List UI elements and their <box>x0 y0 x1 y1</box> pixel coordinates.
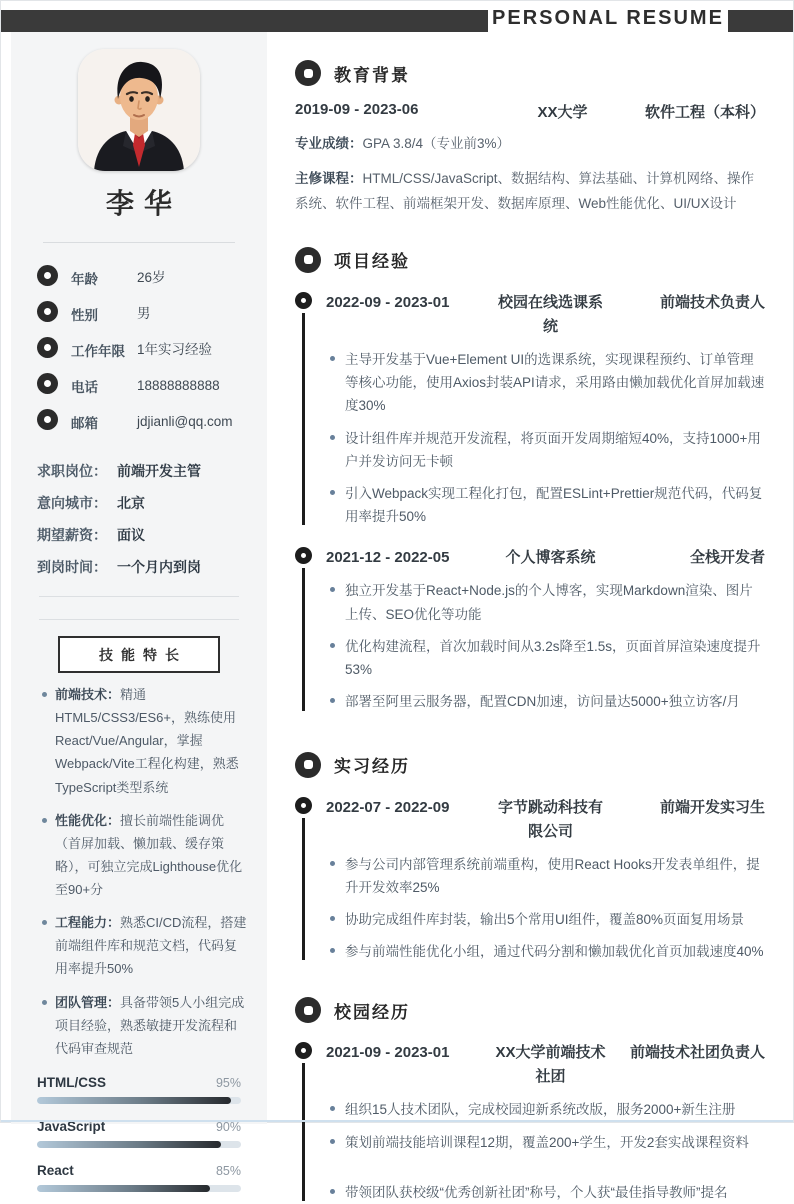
entry-name: 个人博客系统 <box>505 549 596 567</box>
entry-name: 字节跳动科技有限公司 <box>497 798 603 840</box>
divider <box>39 596 239 597</box>
bullet-item: 组织15人技术团队，完成校园迎新系统改版，服务2000+新生注册 <box>326 1098 765 1121</box>
skill-bar-fill <box>37 1185 210 1192</box>
section-bullet-icon <box>295 60 321 86</box>
bullet-item: 策划前端技能培训课程12期，覆盖200+学生，开发2套实战课程资料 <box>326 1131 765 1154</box>
courses-line: 主修课程：HTML/CSS/JavaScript、数据结构、算法基础、计算机网络、操作系统、软件工程、前端框架开发、数据库原理、Web性能优化、UI/UX设计 <box>295 170 755 211</box>
intent-value: 一个月内到岗 <box>117 559 201 575</box>
info-label: 工作年限 <box>71 344 125 359</box>
info-row <box>37 409 241 432</box>
intent-label: 期望薪资： <box>37 527 107 543</box>
skill-bar-name: HTML/CSS <box>37 1074 106 1090</box>
info-value: 男 <box>137 306 151 321</box>
skill-bars <box>11 1075 267 1192</box>
personal-info-list <box>11 243 267 432</box>
skill-term: 团队管理： <box>55 994 121 1010</box>
skill-item <box>41 991 247 1060</box>
timeline-entry <box>295 796 765 964</box>
section-campus <box>295 997 765 1204</box>
bullet-item: 参与公司内部管理系统前端重构，使用React Hooks开发表单组件，提升开发效率25% <box>326 853 765 899</box>
bullet-dot-icon <box>330 435 335 440</box>
entry-name: 校园在线选课系统 <box>497 293 603 335</box>
section-bullet-icon <box>295 997 321 1023</box>
skill-bar-name: JavaScript <box>37 1118 106 1134</box>
bullet-dot-icon <box>42 1000 47 1005</box>
bullet-dot-icon <box>330 916 335 921</box>
skill-term: 工程能力： <box>55 915 121 931</box>
skill-bar-fill <box>37 1097 231 1104</box>
bullet-dot-icon <box>42 920 47 925</box>
info-bullet-icon <box>37 409 58 430</box>
skill-desc: 擅长前端性能调优（首屏加载、懒加载、缓存策略），可独立完成Lighthouse优化至90+分 <box>55 812 243 897</box>
page-title: PERSONAL RESUME <box>488 1 728 36</box>
entry-bullets <box>326 579 765 713</box>
skill-bar-item <box>37 1075 241 1104</box>
info-value: 18888888888 <box>137 378 220 393</box>
skill-bar-percent: 90% <box>215 1119 241 1134</box>
bullet-item: 部署至阿里云服务器，配置CDN加速，访问量达5000+独立访客/月 <box>326 690 765 713</box>
bullet-dot-icon <box>42 818 47 823</box>
info-bullet-icon <box>37 301 58 322</box>
entry-role: 前端开发实习生 <box>659 798 765 816</box>
bullet-item: 优化构建流程，首次加载时间从3.2s降至1.5s，页面首屏渲染速度提升53% <box>326 635 765 681</box>
skill-desc: 具备带领5人小组完成项目经验，熟悉敏捷开发流程和代码审查规范 <box>55 994 245 1056</box>
intent-value: 前端开发主管 <box>117 463 201 479</box>
intent-row <box>37 461 241 481</box>
info-bullet-icon <box>37 373 58 394</box>
intent-row <box>37 493 241 513</box>
main-content <box>267 32 794 1204</box>
gpa-line: 专业成绩：GPA 3.8/4（专业前3%） <box>295 136 511 151</box>
section-title: 教育背景 <box>334 65 410 85</box>
info-row <box>37 301 241 324</box>
skill-desc: 精通HTML5/CSS3/ES6+，熟练使用React/Vue/Angular，掌握Webpack/Vite工程化构建，熟悉TypeScript类型系统 <box>55 687 239 795</box>
info-bullet-icon <box>37 265 58 286</box>
avatar-illustration <box>78 49 200 171</box>
section-internship <box>295 752 765 964</box>
entry-period: 2021-09 - 2023-01 <box>326 1044 450 1062</box>
bullet-item: 引入Webpack实现工程化打包，配置ESLint+Prettier规范代码，代码复用率提升50% <box>326 482 765 528</box>
timeline-line <box>302 818 305 961</box>
bullet-dot-icon <box>330 1139 335 1144</box>
bullet-dot-icon <box>330 643 335 648</box>
intent-label: 到岗时间： <box>37 559 107 575</box>
info-row <box>37 265 241 288</box>
info-row <box>37 373 241 396</box>
section-title: 校园经历 <box>334 1002 410 1022</box>
skill-item <box>41 683 247 799</box>
education-school: XX大学 <box>537 104 588 121</box>
info-value: jdjianli@qq.com <box>137 414 233 429</box>
skill-bar-item <box>37 1163 241 1192</box>
skill-bar-track <box>37 1097 241 1104</box>
job-intent-list <box>11 432 267 577</box>
section-projects <box>295 247 765 714</box>
bullet-item: 主导开发基于Vue+Element UI的选课系统，实现课程预约、订单管理等核心功能，使用Axios封装API请求，采用路由懒加载优化首屏加载速度30% <box>326 348 765 418</box>
info-row <box>37 337 241 360</box>
education-degree: 软件工程（本科） <box>644 104 765 121</box>
info-value: 26岁 <box>137 270 166 285</box>
bullet-dot-icon <box>330 587 335 592</box>
timeline-line <box>302 313 305 526</box>
bullet-dot-icon <box>42 692 47 697</box>
bullet-item: 设计组件库并规范开发流程，将页面开发周期缩短40%，支持1000+用户并发访问无卡顿 <box>326 427 765 473</box>
skill-desc: 熟悉CI/CD流程，搭建前端组件库和规范文档，代码复用率提升50% <box>55 915 247 977</box>
bullet-dot-icon <box>330 698 335 703</box>
timeline-dot-icon <box>295 797 312 814</box>
divider <box>39 619 239 620</box>
intent-value: 北京 <box>117 495 145 511</box>
education-period: 2019-09 - 2023-06 <box>295 101 419 118</box>
skill-item <box>41 911 247 980</box>
entry-name: XX大学前端技术社团 <box>495 1044 606 1086</box>
skill-bar-name: React <box>37 1162 74 1178</box>
skill-item <box>41 809 247 902</box>
intent-value: 面议 <box>117 527 145 543</box>
entry-period: 2021-12 - 2022-05 <box>326 549 450 567</box>
bullet-item: 独立开发基于React+Node.js的个人博客，实现Markdown渲染、图片上传、SEO优化等功能 <box>326 579 765 625</box>
skill-bar-percent: 95% <box>215 1075 241 1090</box>
skill-bar-item <box>37 1119 241 1148</box>
skill-term: 性能优化： <box>55 812 121 828</box>
bullet-dot-icon <box>330 1106 335 1111</box>
bullet-item: 协助完成组件库封装，输出5个常用UI组件，覆盖80%页面复用场景 <box>326 908 765 931</box>
entry-bullets <box>326 1098 765 1204</box>
bullet-dot-icon <box>330 948 335 953</box>
intent-label: 意向城市： <box>37 495 107 511</box>
info-label: 邮箱 <box>71 416 98 431</box>
intent-row <box>37 557 241 577</box>
info-value: 1年实习经验 <box>137 342 213 357</box>
bullet-dot-icon <box>330 1189 335 1194</box>
info-bullet-icon <box>37 337 58 358</box>
entry-bullets <box>326 853 765 964</box>
skill-bar-percent: 85% <box>215 1163 241 1178</box>
sidebar <box>11 32 267 1178</box>
entry-bullets <box>326 348 765 529</box>
avatar <box>78 49 200 171</box>
section-title: 实习经历 <box>334 757 410 777</box>
education-header-row <box>295 101 765 122</box>
section-title: 项目经验 <box>334 252 410 272</box>
bullet-item: 带领团队获校级“优秀创新社团”称号，个人获“最佳指导教师”提名 <box>326 1181 765 1204</box>
info-label: 电话 <box>71 380 98 395</box>
candidate-name: 李华 <box>105 188 182 219</box>
intent-label: 求职岗位： <box>37 463 107 479</box>
timeline-line <box>302 568 305 710</box>
timeline-dot-icon <box>295 292 312 309</box>
timeline-dot-icon <box>295 547 312 564</box>
section-bullet-icon <box>295 247 321 273</box>
timeline-entry <box>295 291 765 529</box>
timeline-line <box>302 1063 305 1201</box>
skill-bar-track <box>37 1141 241 1148</box>
entry-period: 2022-07 - 2022-09 <box>326 798 450 816</box>
skill-term: 前端技术： <box>55 687 121 702</box>
skills-section-title: 技能特长 <box>58 636 220 673</box>
skill-bar-track <box>37 1185 241 1192</box>
bullet-dot-icon <box>330 490 335 495</box>
skills-list <box>11 683 267 1060</box>
entry-role: 前端技术负责人 <box>659 293 765 311</box>
timeline-dot-icon <box>295 1042 312 1059</box>
info-label: 年龄 <box>71 272 98 287</box>
bullet-dot-icon <box>330 356 335 361</box>
bullet-dot-icon <box>330 861 335 866</box>
skill-bar-fill <box>37 1141 221 1148</box>
section-education <box>295 60 765 217</box>
entry-role: 全栈开发者 <box>689 549 765 567</box>
intent-row <box>37 525 241 545</box>
info-label: 性别 <box>71 308 98 323</box>
bullet-item: 参与前端性能优化小组，通过代码分割和懒加载优化首页加载速度40% <box>326 940 765 963</box>
section-bullet-icon <box>295 752 321 778</box>
entry-role: 前端技术社团负责人 <box>629 1044 765 1062</box>
timeline-entry <box>295 546 765 713</box>
entry-period: 2022-09 - 2023-01 <box>326 293 450 311</box>
